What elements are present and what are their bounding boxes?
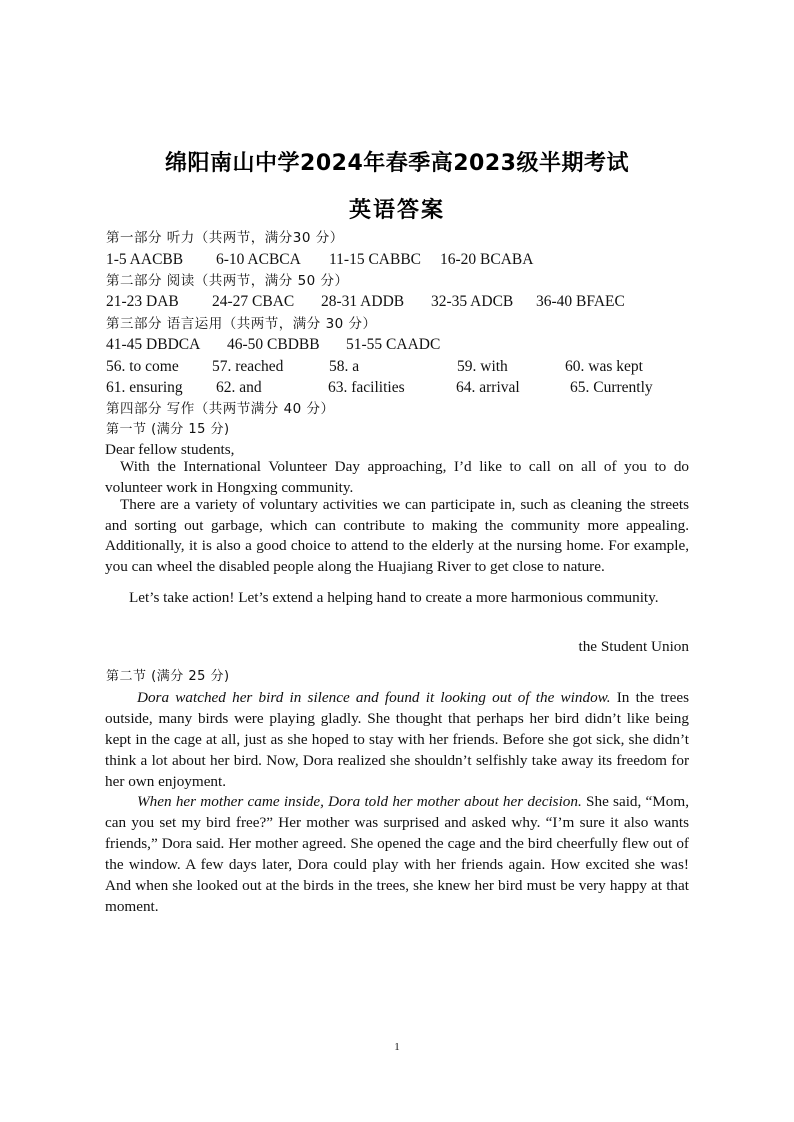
part3-fill-row1 bbox=[106, 357, 706, 377]
part1-answers bbox=[106, 250, 706, 270]
continuation-paragraph-1 bbox=[105, 687, 689, 792]
answer-group: 41-45 DBDCA bbox=[106, 336, 201, 353]
section1-heading: 第一节 (满分 15 分) bbox=[106, 422, 230, 437]
fill-answer: 56. to come bbox=[106, 358, 179, 375]
part3-fill-row2 bbox=[106, 378, 706, 398]
answer-group: 6-10 ACBCA bbox=[216, 251, 301, 268]
fill-answer: 58. a bbox=[329, 358, 360, 375]
answer-group: 28-31 ADDB bbox=[321, 293, 405, 310]
fill-answer: 57. reached bbox=[212, 358, 284, 375]
answer-group: 11-15 CABBC bbox=[329, 251, 422, 268]
letter-signature: the Student Union bbox=[578, 638, 689, 655]
fill-answer: 60. was kept bbox=[565, 358, 643, 375]
answer-group: 21-23 DAB bbox=[106, 293, 179, 310]
answer-group: 24-27 CBAC bbox=[212, 293, 295, 310]
answer-group: 32-35 ADCB bbox=[431, 293, 514, 310]
letter-paragraph-1: With the International Volunteer Day approaching, I’d like to call on all of you to do volunteer work in Hongxing community. bbox=[105, 458, 689, 496]
part2-heading: 第二部分 阅读（共两节，满分 50 分） bbox=[106, 273, 349, 289]
paragraph-lead-sentence: When her mother came inside, Dora told her mother about her decision. bbox=[137, 793, 582, 810]
fill-answer: 61. ensuring bbox=[106, 379, 183, 396]
fill-answer: 63. facilities bbox=[328, 379, 405, 396]
page-number: 1 bbox=[394, 1041, 400, 1053]
letter-paragraph-2: There are a variety of voluntary activities we can participate in, such as cleaning the streets and sorting out garbage, which can contribute to making the community more appealing. Additionally, it is also a good choice to attend to the elderly at the nursing home. For example, you can wheel the disabled people along the Huajiang River to get close to nature. bbox=[105, 496, 689, 575]
part3-heading: 第三部分 语言运用（共两节，满分 30 分） bbox=[106, 316, 377, 332]
answer-group: 51-55 CAADC bbox=[346, 336, 441, 353]
paragraph-body: She said, “Mom, can you set my bird free?” Her mother was surprised and asked why. “I’m sure it also wants friends,” Dora said. Her mother agreed. She opened the cage and the bird cheerfully flew out of the window. A few days later, Dora could play with her friends again. How excited she was! And when she looked out at the birds in the trees, she knew her bird must be very happy at that moment. bbox=[105, 793, 689, 915]
letter-paragraph-3: Let’s take action! Let’s extend a helping hand to create a more harmonious community. bbox=[129, 589, 659, 606]
section2-heading: 第二节 (满分 25 分) bbox=[106, 669, 230, 684]
letter-salutation: Dear fellow students, bbox=[105, 441, 235, 458]
fill-answer: 65. Currently bbox=[570, 379, 653, 396]
answer-group: 36-40 BFAEC bbox=[536, 293, 625, 310]
fill-answer: 59. with bbox=[457, 358, 508, 375]
exam-subtitle: 英语答案 bbox=[348, 198, 445, 223]
fill-answer: 62. and bbox=[216, 379, 262, 396]
part4-heading: 第四部分 写作（共两节满分 40 分） bbox=[106, 401, 335, 417]
paragraph-lead-sentence: Dora watched her bird in silence and found it looking out of the window. bbox=[137, 689, 611, 706]
fill-answer: 64. arrival bbox=[456, 379, 520, 396]
paragraph-body: In the trees outside, many birds were playing gladly. She thought that perhaps her bird didn’t like being kept in the cage at all, just as she hoped to stay with her friends. Before she got sick, she didn’t think a lot about her bird. Now, Dora realized she shouldn’t selfishly take away its freedom for her own enjoyment. bbox=[105, 689, 690, 790]
answer-group: 46-50 CBDBB bbox=[227, 336, 320, 353]
exam-title: 绵阳南山中学2024年春季高2023级半期考试 bbox=[165, 151, 629, 176]
part3-answers bbox=[106, 335, 706, 355]
answer-group: 1-5 AACBB bbox=[106, 251, 184, 268]
answer-group: 16-20 BCABA bbox=[440, 251, 534, 268]
part2-answers bbox=[106, 292, 706, 312]
continuation-paragraph-2 bbox=[105, 791, 689, 917]
part1-heading: 第一部分 听力（共两节，满分30 分） bbox=[106, 230, 344, 246]
